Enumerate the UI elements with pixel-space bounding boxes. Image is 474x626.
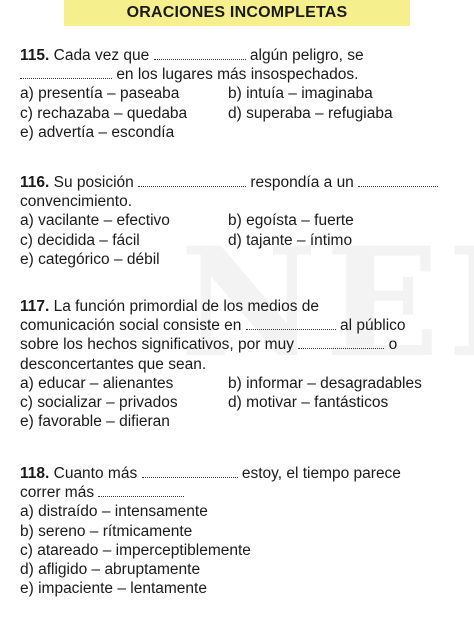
option-e[interactable]: e) impaciente – lentamente [20,580,207,598]
option-a[interactable]: a) educar – alienantes [20,374,174,392]
option-a[interactable]: a) presentía – paseaba [20,85,180,103]
option-c[interactable]: c) decidida – fácil [20,231,140,249]
option-a[interactable]: a) vacilante – efectivo [20,212,170,230]
question-line [20,355,466,374]
question-text: estoy, el tiempo parece [241,465,401,482]
question-text: al público [340,317,406,335]
question-115 [20,46,466,142]
option-b[interactable]: b) egoísta – fuerte [228,212,354,230]
option-b[interactable]: b) intuía – imaginaba [228,85,373,103]
question-text: convencimiento. [20,193,133,211]
option-b[interactable]: b) sereno – rítmicamente [20,522,193,540]
question-text: comunicación social consiste en [20,317,242,335]
question-number: 118. [20,465,50,482]
answer-blank [142,464,238,478]
question-text: desconcertantes que sean. [20,355,207,373]
option-e[interactable]: e) favorable – difieran [20,413,170,431]
options-grid [20,374,466,432]
question-text: correr más [20,484,95,502]
question-number: 116. [20,174,50,191]
option-a[interactable]: a) distraído – intensamente [20,503,208,521]
question-text: Cada vez que [53,47,150,64]
option-e[interactable]: e) advertía – escondía [20,123,175,141]
question-line [20,297,466,316]
option-c[interactable]: c) atareado – imperceptiblemente [20,541,251,559]
question-text: La función primordial de los medios de [53,298,319,315]
question-118 [20,464,466,598]
option-d[interactable]: d) motivar – fantásticos [228,394,389,412]
question-text: en los lugares más insospechados. [116,66,359,84]
answer-blank [20,65,112,79]
section-title: ORACIONES INCOMPLETAS [126,4,348,21]
option-c[interactable]: c) rechazaba – quedaba [20,104,188,122]
option-d[interactable]: d) tajante – íntimo [228,231,353,249]
question-line [20,464,466,483]
answer-blank [358,173,438,187]
answer-blank [246,316,336,330]
options-list [20,502,466,598]
question-line [20,46,466,65]
question-line [20,192,466,211]
question-line [20,65,466,84]
question-number: 115. [20,47,50,64]
options-grid [20,211,466,269]
question-text: respondía a un [250,174,354,191]
option-e[interactable]: e) categórico – débil [20,250,160,268]
answer-blank [154,46,246,60]
option-c[interactable]: c) socializar – privados [20,394,178,412]
question-116 [20,173,466,269]
question-text: Cuanto más [53,465,138,482]
answer-blank [138,173,246,187]
options-grid [20,84,466,142]
question-line [20,483,466,502]
answer-blank [98,483,184,497]
question-text: Su posición [53,174,134,191]
option-d[interactable]: d) afligido – abruptamente [20,561,201,579]
option-d[interactable]: d) superaba – refugiaba [228,104,393,122]
question-117 [20,297,466,431]
section-header [64,0,410,26]
question-number: 117. [20,298,50,315]
question-text: algún peligro, se [249,47,364,64]
question-line [20,316,466,335]
question-text: sobre los hechos significativos, por muy [20,336,294,354]
question-line [20,335,466,354]
option-b[interactable]: b) informar – desagradables [228,374,422,392]
question-line [20,173,466,192]
answer-blank [298,335,384,349]
question-text: o [388,336,398,354]
